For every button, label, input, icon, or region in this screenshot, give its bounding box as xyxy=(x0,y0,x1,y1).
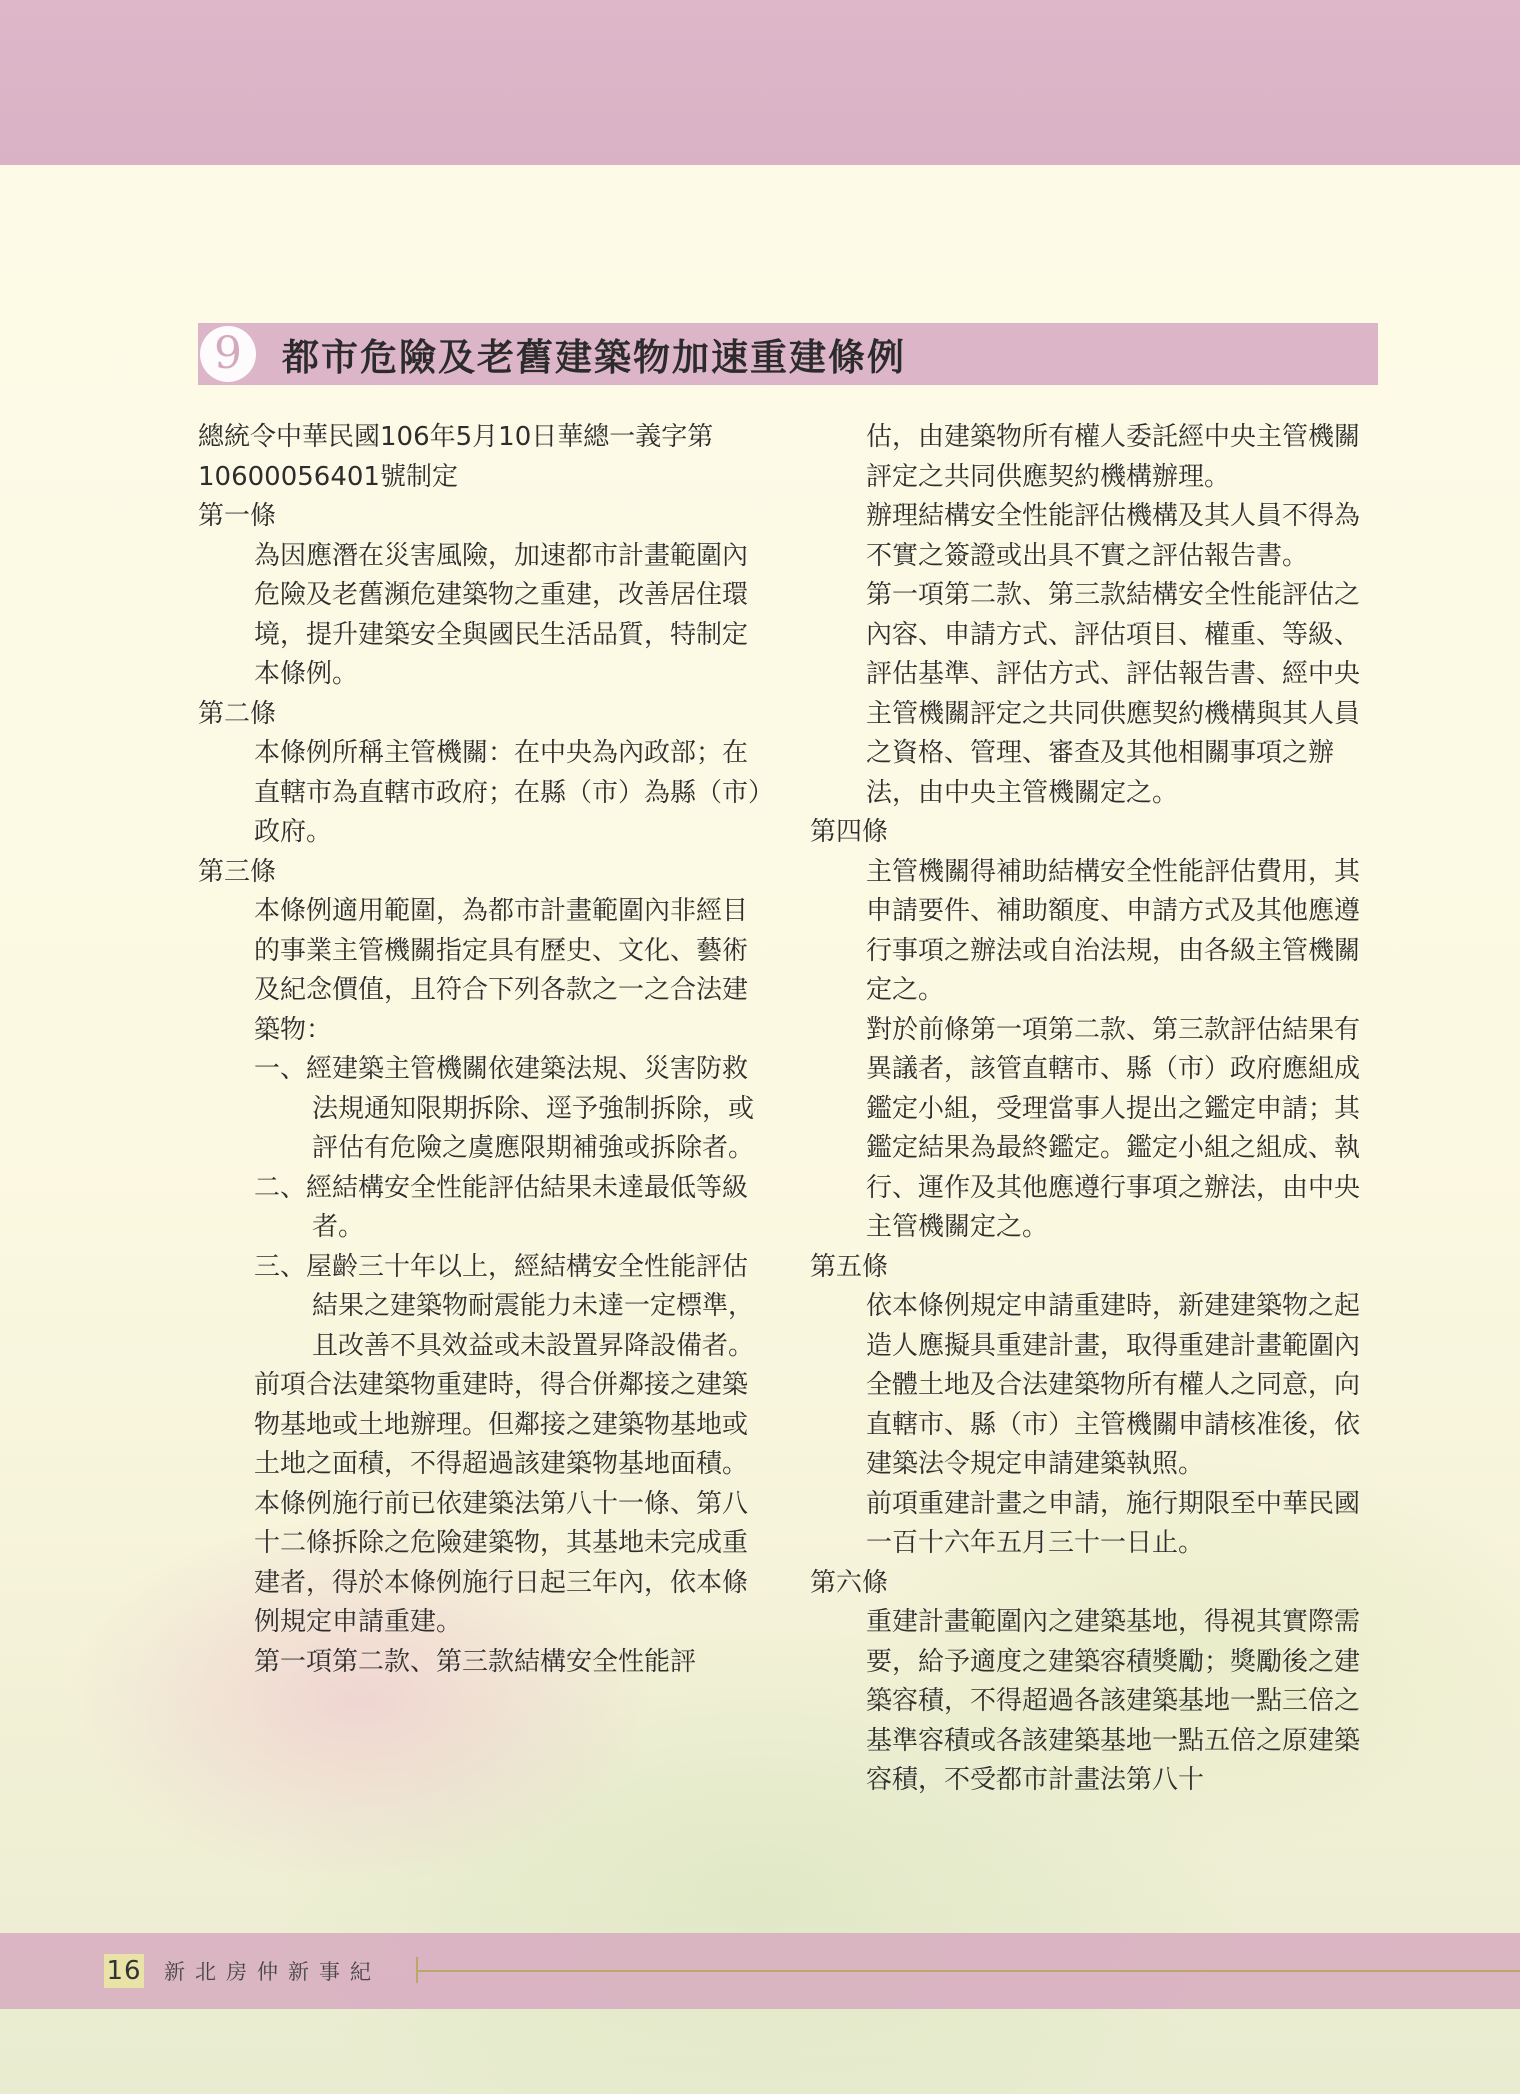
article-heading: 第五條 xyxy=(810,1251,889,1282)
paragraph: 第一項第二款、第三款結構安全性能評 xyxy=(254,1646,697,1677)
article-heading: 第六條 xyxy=(810,1567,889,1598)
footer-band xyxy=(0,1933,1520,2009)
paragraph: 估，由建築物所有權人委託經中央主管機關評定之共同供應契約機構辦理。 xyxy=(866,422,1361,492)
paragraph: 本條例適用範圍，為都市計畫範圍內非經目的事業主管機關指定具有歷史、文化、藝術及紀念價值，且符合下列各款之一之合法建築物： xyxy=(254,896,749,1045)
list-item: 三、屋齡三十年以上，經結構安全性能評估結果之建築物耐震能力未達一定標準，且改善不具效益或未設置昇降設備者。 xyxy=(254,1251,755,1361)
paragraph: 為因應潛在災害風險，加速都市計畫範圍內危險及老舊瀕危建築物之重建，改善居住環境，提升建築安全與國民生活品質，特制定本條例。 xyxy=(254,540,749,689)
footer-divider-rule xyxy=(416,1970,1520,1972)
paragraph: 辦理結構安全性能評估機構及其人員不得為不實之簽證或出具不實之評估報告書。 xyxy=(866,501,1361,571)
paragraph: 對於前條第一項第二款、第三款評估結果有異議者，該管直轄市、縣（市）政府應組成鑑定小組，受理當事人提出之鑑定申請；其鑑定結果為最終鑑定。鑑定小組之組成、執行、運作及其他應遵行事項之辦法，由中央主管機關定之。 xyxy=(866,1014,1361,1242)
article-heading: 總統令中華民國106年5月10日華總一義字第 xyxy=(198,422,714,452)
paragraph: 前項合法建築物重建時，得合併鄰接之建築物基地或土地辦理。但鄰接之建築物基地或土地之面積，不得超過該建築物基地面積。 xyxy=(254,1370,749,1479)
list-item: 一、經建築主管機關依建築法規、災害防救法規通知限期拆除、逕予強制拆除，或評估有危險之虞應限期補強或拆除者。 xyxy=(254,1054,755,1163)
list-item: 二、經結構安全性能評估結果未達最低等級者。 xyxy=(254,1172,749,1242)
paragraph: 依本條例規定申請重建時，新建建築物之起造人應擬具重建計畫，取得重建計畫範圍內全體土地及合法建築物所有權人之同意，向直轄市、縣（市）主管機關申請核准後，依建築法令規定申請建築執照。 xyxy=(866,1291,1361,1479)
paragraph: 第一項第二款、第三款結構安全性能評估之內容、申請方式、評估項目、權重、等級、評估基準、評估方式、評估報告書、經中央主管機關評定之共同供應契約機構與其人員之資格、管理、審查及其他相關事項之辦法，由中央主管機關定之。 xyxy=(866,580,1361,808)
top-decorative-band xyxy=(0,0,1520,165)
article-heading: 第三條 xyxy=(198,856,277,887)
paragraph: 本條例施行前已依建築法第八十一條、第八十二條拆除之危險建築物，其基地未完成重建者，得於本條例施行日起三年內，依本條例規定申請重建。 xyxy=(254,1488,749,1637)
article-heading: 第一條 xyxy=(198,501,277,531)
page-number: 16 xyxy=(104,1954,144,1988)
article-heading: 第四條 xyxy=(810,817,889,847)
paragraph: 重建計畫範圍內之建築基地，得視其實際需要，給予適度之建築容積獎勵；獎勵後之建築容積，不得超過各該建築基地一點三倍之基準容積或各該建築基地一點五倍之原建築容積，不受都市計畫法第八十 xyxy=(866,1607,1361,1795)
paragraph: 本條例所稱主管機關：在中央為內政部；在直轄市為直轄市政府；在縣（市）為縣（市）政府。 xyxy=(254,738,762,847)
section-number-icon xyxy=(198,324,258,384)
magazine-name: 新北房仲新事紀 xyxy=(164,1960,381,1984)
paragraph: 前項重建計畫之申請，施行期限至中華民國一百十六年五月三十一日止。 xyxy=(866,1488,1361,1558)
section-title-bar xyxy=(198,323,1378,385)
article-heading: 10600056401號制定 xyxy=(198,461,458,492)
article-heading: 第二條 xyxy=(198,698,277,729)
section-title: 都市危險及老舊建築物加速重建條例 xyxy=(282,336,906,379)
svg-text:9: 9 xyxy=(214,328,242,379)
paragraph: 主管機關得補助結構安全性能評估費用，其申請要件、補助額度、申請方式及其他應遵行事項之辦法或自治法規，由各級主管機關定之。 xyxy=(866,856,1361,1005)
left-text-column xyxy=(198,418,766,1682)
right-text-column xyxy=(810,418,1380,1801)
section-number-badge xyxy=(198,324,258,384)
